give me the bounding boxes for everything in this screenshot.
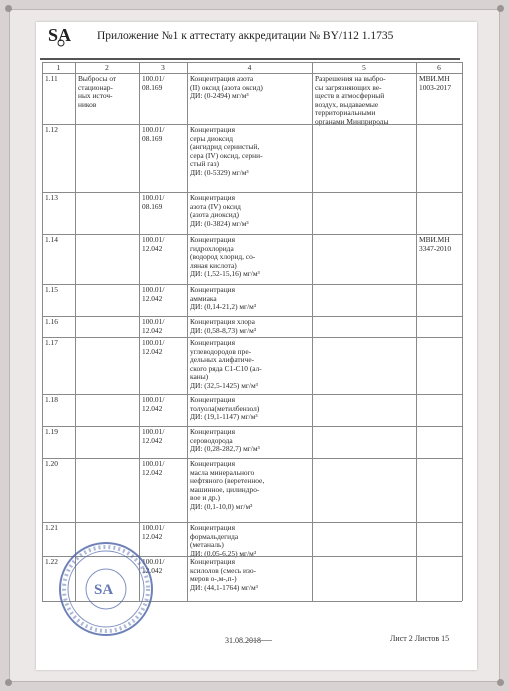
column-divider [416,62,417,601]
cell-method: МВИ.МН 1003-2017 [419,75,452,92]
cell-num: 1.22 [45,558,58,566]
table-row [42,124,462,193]
cell-method: МВИ.МН 3347-2010 [419,236,452,253]
cell-code: 100.01/ 08.169 [142,126,165,143]
stamp-center-text: SA [94,582,114,598]
cell-characteristic: Концентрация ксилолов (смесь изо- меров о-,м-,п-) ДИ: (44,1-1764) мг/м³ [190,558,258,592]
frame-screw [5,5,12,12]
accreditation-logo [45,21,77,51]
cell-characteristic: Концентрация хлора ДИ: (0,58-8,73) мг/м³ [190,318,257,335]
cell-code: 100.01/ 12.042 [142,524,165,541]
cell-characteristic: Концентрация углеводородов пре- дельных алифатиче- ского ряда С1-С10 (ал- каны) ДИ: (32,5-1425) мг/м³ [190,339,262,390]
cell-characteristic: Концентрация аммиака ДИ: (0,14-21,2) мг/м³ [190,286,257,312]
cell-num: 1.18 [45,396,58,404]
title-rule [40,58,460,60]
cell-reg: Разрешения на выбро- сы загрязняющих ве- ществ в атмосферный воздух, выдаваемые территориальными органами Минприроды [315,75,389,126]
column-number: 1 [56,64,61,72]
cell-characteristic: Концентрация сероводорода ДИ: (0,28-282,7) мг/м³ [190,428,260,454]
column-divider [462,62,463,601]
cell-characteristic: Концентрация серы диоксид (ангидрид сернистый, сера (IV) оксид, серни- стый газ) ДИ: (0-5329) мг/м³ [190,126,263,177]
cell-characteristic: Концентрация азота (IV) оксид (азота диоксид) ДИ: (0-3824) мг/м³ [190,194,249,228]
table-row [42,337,462,395]
cell-code: 100.01/ 12.042 [142,460,165,477]
page-number: Лист 2 Листов 15 [390,634,450,643]
column-divider [42,62,43,601]
table-row [42,426,462,459]
column-divider [75,62,76,601]
logo-text: SA [48,25,72,45]
column-number: 5 [362,64,366,72]
cell-characteristic: Концентрация формальдегида (метаналь) ДИ: (0,05-6,25) мг/м³ [190,524,257,558]
cell-num: 1.13 [45,194,58,202]
cell-num: 1.16 [45,318,58,326]
column-divider [187,62,188,601]
cell-code: 100.01/ 12.042 [142,339,165,356]
cell-code: 100.01/ 12.042 [142,286,165,303]
table-row [42,192,462,235]
cell-characteristic: Концентрация масла минерального нефтяного (веретенное, машинное, цилиндро- вое и др.) ДИ: (0,1-10,0) мг/м³ [190,460,265,511]
cell-num: 1.19 [45,428,58,436]
cell-code: 100.01/ 12.042 [142,236,165,253]
table-row [42,234,462,285]
frame-screw [5,679,12,686]
cell-code: 100.01/ 12.042 [142,428,165,445]
cell-num: 1.11 [45,75,58,83]
cell-code: 100.01/ 08.169 [142,75,165,92]
cell-characteristic: Концентрация гидрохлорида (водород хлорид, со- ляная кислота) ДИ: (1,52-15,16) мг/м³ [190,236,260,279]
table-row [42,73,462,125]
cell-code: 100.01/ 12.042 [142,396,165,413]
column-divider [312,62,313,601]
table-row [42,394,462,427]
column-number: 6 [437,64,441,72]
cell-object: Выбросы от стационар- ных источ- ников [78,75,117,109]
cell-code: 100.01/ 08.169 [142,194,165,211]
table-row [42,284,462,317]
cell-characteristic: Концентрация азота (II) оксид (азота оксид) ДИ: (0-2494) мг/м³ [190,75,263,101]
frame-screw [497,5,504,12]
issue-date: 31.08.2018 [225,636,261,645]
column-divider [139,62,140,601]
document-title: Приложение №1 к аттестату аккредитации № BY/112 1.1735 [97,30,394,42]
cell-code: 100.01/ 12.042 [142,558,165,575]
column-number: 3 [161,64,165,72]
signature-line [248,640,272,645]
cell-num: 1.20 [45,460,58,468]
frame-screw [497,679,504,686]
cell-num: 1.12 [45,126,58,134]
cell-characteristic: Концентрация толуола(метилбензол) ДИ: (19,1-1147) мг/м³ [190,396,260,422]
official-stamp [57,540,155,638]
table-row [42,458,462,523]
cell-num: 1.17 [45,339,58,347]
cell-code: 100.01/ 12.042 [142,318,165,335]
column-number: 2 [105,64,109,72]
column-number: 4 [247,64,252,72]
cell-num: 1.15 [45,286,58,294]
cell-num: 1.14 [45,236,58,244]
cell-num: 1.21 [45,524,58,532]
table-row [42,316,462,338]
